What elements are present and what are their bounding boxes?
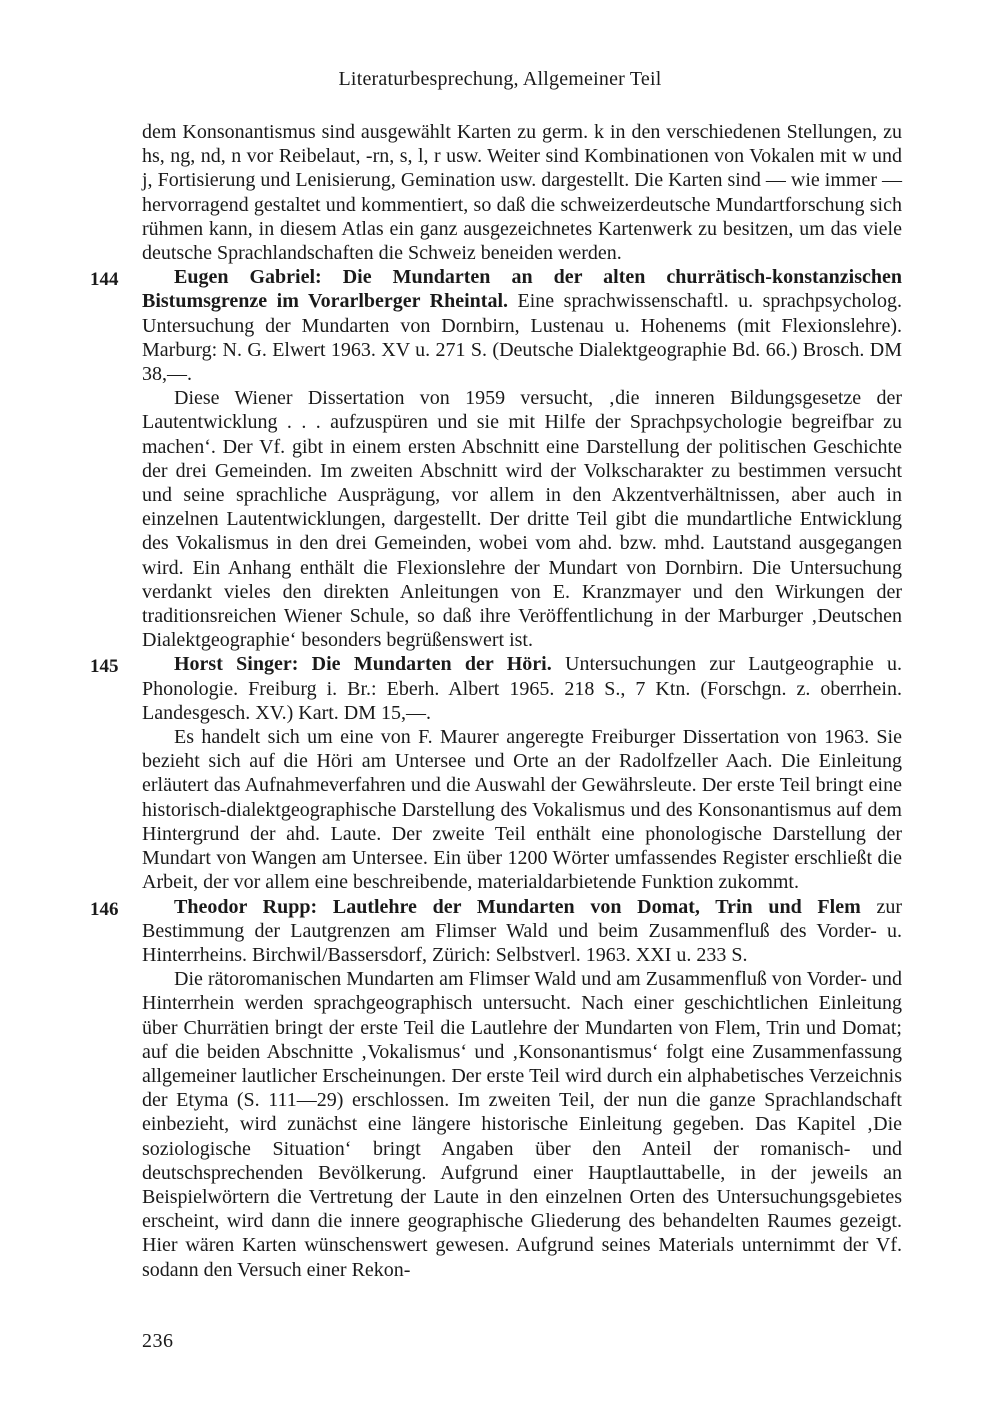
entry-145-heading xyxy=(90,652,902,725)
running-head: Literaturbesprechung, Allgemeiner Teil xyxy=(338,68,662,90)
entry-146-heading xyxy=(90,895,902,968)
entry-146-review: Die rätoromanischen Mundarten am Flimser Wald und am Zusammenfluß von Vorder- und Hinterrhein werden sprachgeographisch untersucht. Nach einer geschichtlichen Einleitung über Churrätien bringt der erste Teil die Lautlehre der Mundarten von Flem, Trin und Domat; auf die beiden Abschnitte ‚Vokalismus‘ und ‚Konsonantismus‘ folgt eine Zusammenfassung allgemeiner lautlicher Erscheinungen. Der erste Teil wird durch ein alphabetisches Verzeichnis der Etyma (S. 111—29) erschlossen. Im zweiten Teil, der nun die ganze Sprachlandschaft einbezieht, wird zunächst eine längere historische Einleitung gegeben. Das Kapitel ‚Die soziologische Situation‘ bringt Angaben über den Anteil der romanisch- und deutschsprechenden Bevölkerung. Aufgrund einer Hauptlauttabelle, in der jeweils an Beispielwörtern die Vertretung der Laute in den einzelnen Orten des Untersuchungsgebietes erscheint, wird dann die innere geographische Gliederung des behandelten Raumes gezeigt. Hier wären Karten wünschenswert gewesen. Aufgrund seines Materials unternimmt der Vf. sodann den Versuch einer Rekon- xyxy=(142,968,902,1281)
entry-145-review: Es handelt sich um eine von F. Maurer angeregte Freiburger Dissertation von 1963. Sie bezieht sich auf die Höri am Untersee und Orte an der Radolfzeller Aach. Die Einleitung erläutert das Aufnahmeverfahren und die Auswahl der Gewährsleute. Der erste Teil bringt eine historisch-dialektgeographische Darstellung des Vokalismus und des Konsonantismus auf dem Hintergrund der ahd. Laute. Der zweite Teil enthält eine phonologische Darstellung der Mundart von Wangen am Untersee. Ein über 1200 Wörter umfassendes Register erschließt die Arbeit, der vor allem eine beschreibende, materialdarbietende Funktion zukommt. xyxy=(142,726,902,894)
entry-number: 146 xyxy=(90,898,119,920)
entry-number: 144 xyxy=(90,269,119,291)
entry-bibliography: Eine sprachwissenschaftl. u. sprachpsycholog. Untersuchung der Mundarten von Dornbirn, Lustenau u. Hohenems (mit Flexionslehre). Marburg: N. G. Elwert 1963. XV u. 271 S. (Deutsche Dialektgeographie Bd. 66.) Brosch. DM 38,—. xyxy=(142,290,903,386)
body-text xyxy=(90,120,903,1282)
entry-bibliography: Untersuchungen zur Lautgeographie u. Phonologie. Freiburg i. Br.: Eberh. Albert 1965. 218 S., 7 Ktn. (Forschgn. z. oberrhein. Landesgesch. XV.) Kart. DM 15,—. xyxy=(142,653,902,724)
entry-author-title: Theodor Rupp: Lautlehre der Mundarten von Domat, Trin und Flem xyxy=(174,895,861,918)
intro-paragraph: dem Konsonantismus sind ausgewählt Karten zu germ. k in den verschiedenen Stellungen, zu hs, ng, nd, n vor Reibelaut, -rn, s, l, r usw. Weiter sind Kombinationen von Vokalen mit w und j, Fortisierung und Lenisierung, Gemination usw. dargestellt. Die Karten sind — wie immer — hervorragend gestaltet und kommentiert, so daß die schweizerdeutsche Mundartforschung sich rühmen kann, in diesem Atlas ein ganz ausgezeichnetes Kartenwerk zu besitzen, um das viele deutsche Sprachlandschaften die Schweiz beneiden werden. xyxy=(142,121,902,265)
entry-144-heading xyxy=(90,265,903,386)
entry-number: 145 xyxy=(90,656,119,678)
entry-144-review: Diese Wiener Dissertation von 1959 versucht, ‚die inneren Bildungsgesetze der Lautentwicklung . . . aufzuspüren und sie mit Hilfe der Sprachpsychologie begreifbar zu machen‘. Der Vf. gibt in einem ersten Abschnitt eine Darstellung der politischen Geschichte der drei Gemeinden. Im zweiten Abschnitt wird der Volkscharakter zu bestimmen versucht und seine sprachliche Ausprägung, vor allem in den Akzentverhältnissen, aber auch in einzelnen Lautentwicklungen, dargestellt. Der dritte Teil gibt die mundartliche Entwicklung des Vokalismus in den drei Gemeinden, wobei vom ahd. bzw. mhd. Lautstand ausgegangen wird. Ein Anhang enthält die Flexionslehre der Mundart von Dornbirn. Die Untersuchung verdankt vieles den direkten Anleitungen von E. Kranzmayer und den Wirkungen der traditionsreichen Wiener Schule, so daß ihre Veröffentlichung in der Marburger ‚Deutschen Dialektgeographie‘ besonders begrüßenswert ist. xyxy=(142,387,902,652)
entry-author-title: Eugen Gabriel: Die Mundarten an der alten churrätisch-konstanzischen Bistumsgrenze im Vorarlberger Rheintal. xyxy=(142,266,902,313)
entry-author-title: Horst Singer: Die Mundarten der Höri. xyxy=(174,653,552,676)
entry-bibliography: zur Bestimmung der Lautgrenzen am Flimser Wald und beim Zusammenfluß des Vorder- u. Hinterrheins. Birchwil/Bassersdorf, Zürich: Selbstverl. 1963. XXI u. 233 S. xyxy=(142,895,902,966)
page-number: 236 xyxy=(142,1330,174,1352)
